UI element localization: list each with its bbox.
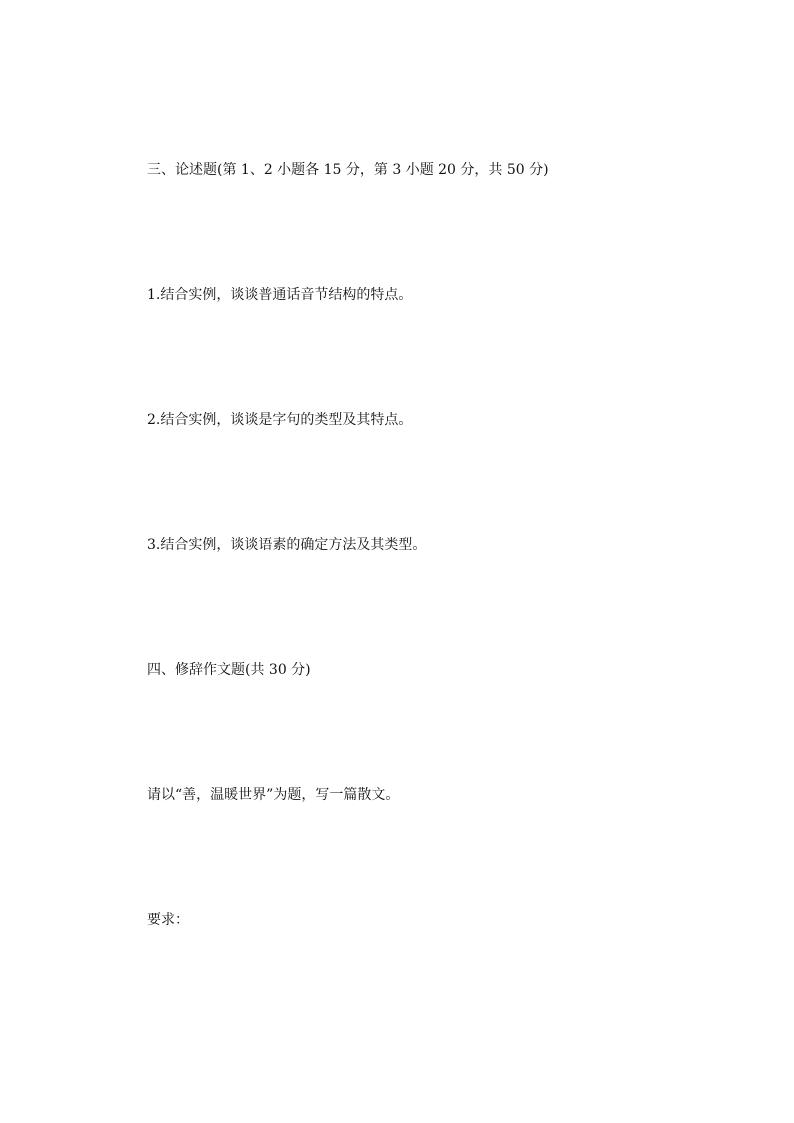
question-1: 1.结合实例，谈谈普通话音节结构的特点。 bbox=[147, 287, 413, 303]
section-3-heading: 三、论述题(第 1、2 小题各 15 分，第 3 小题 20 分，共 50 分) bbox=[147, 162, 549, 178]
requirements-label: 要求： bbox=[147, 912, 189, 928]
section-4-heading: 四、修辞作文题(共 30 分) bbox=[147, 662, 311, 678]
question-3: 3.结合实例，谈谈语素的确定方法及其类型。 bbox=[147, 537, 427, 553]
question-2: 2.结合实例，谈谈是字句的类型及其特点。 bbox=[147, 412, 413, 428]
essay-prompt: 请以“善，温暖世界”为题，写一篇散文。 bbox=[147, 787, 400, 803]
